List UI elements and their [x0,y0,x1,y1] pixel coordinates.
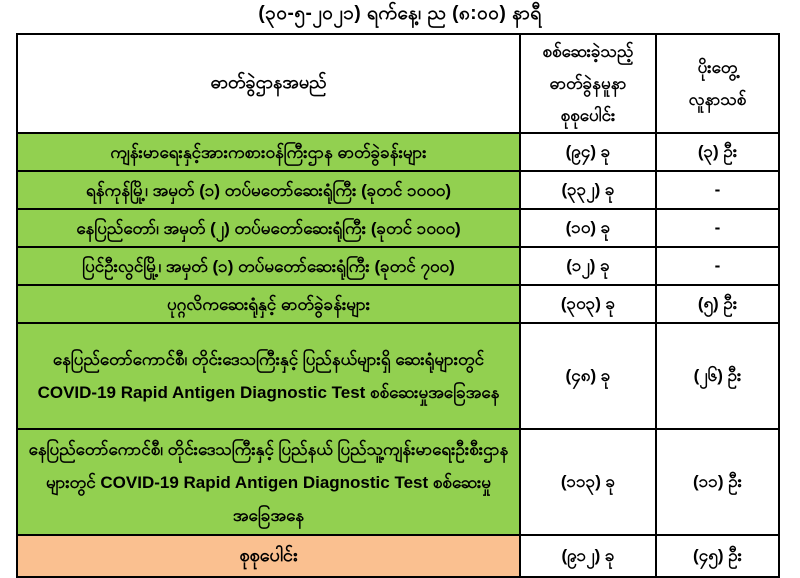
positives-column-header [656,34,779,133]
positives-cell: (၅) ဦး [656,285,779,323]
table-row [17,285,779,323]
lab-name-column-header: ဓာတ်ခွဲဌာနအမည် [17,34,520,133]
total-positives-cell: (၄၅) ဦး [656,535,779,577]
positives-cell: (၂၆) ဦး [656,323,779,429]
positives-header-line-1: ပိုးတွေ့ [697,57,738,77]
positives-cell: - [656,171,779,209]
samples-cell: (၄၈) ခု [520,323,656,429]
samples-column-header [520,34,656,133]
table-row [17,247,779,285]
table-row [17,323,779,429]
lab-name-cell: နေပြည်တော်ကောင်စီ၊ တိုင်းဒေသကြီးနှင့် ပြည်နယ် ပြည်သူ့ကျန်းမာရေးဦးစီးဌာနများတွင် COVID-19 Rapid Antigen Diagnostic Test စစ်ဆေးမှုအခြေအနေ [17,429,520,535]
lab-name-cell: ကျန်းမာရေးနှင့်အားကစားဝန်ကြီးဌာန ဓာတ်ခွဲခန်းများ [17,133,520,171]
positives-cell: - [656,209,779,247]
table-row [17,429,779,535]
samples-cell: (၁၀) ခု [520,209,656,247]
samples-header-line-1: စစ်ဆေးခဲ့သည့် [542,41,634,61]
lab-name-cell: ပြင်ဦးလွင်မြို့၊ အမှတ် (၁) တပ်မတော်ဆေးရုံကြီး (ခုတင် ၇၀၀) [17,247,520,285]
lab-name-cell: နေပြည်တော်၊ အမှတ် (၂) တပ်မတော်ဆေးရုံကြီး (ခုတင် ၁၀၀၀) [17,209,520,247]
page-title: (၃၀-၅-၂၀၂၁) ရက်နေ့၊ ည (၈:၀၀) နာရီ [258,3,542,24]
samples-cell: (၉၄) ခု [520,133,656,171]
table-header-row [17,34,779,133]
table-row [17,171,779,209]
positives-header-line-2: လူနာသစ် [688,89,747,109]
lab-results-table [16,33,780,578]
table-row [17,209,779,247]
samples-cell: (၁၂) ခု [520,247,656,285]
positives-cell: (၁၁) ဦး [656,429,779,535]
total-row [17,535,779,577]
lab-name-cell: ပုဂ္ဂလိကဆေးရုံနှင့် ဓာတ်ခွဲခန်းများ [17,285,520,323]
total-samples-cell: (၉၁၂) ခု [520,535,656,577]
positives-cell: - [656,247,779,285]
table-row [17,133,779,171]
samples-header-line-3: စုစုပေါင်း [560,105,616,125]
samples-cell: (၃၀၃) ခု [520,285,656,323]
lab-name-cell: နေပြည်တော်ကောင်စီ၊ တိုင်းဒေသကြီးနှင့် ပြည်နယ်များရှိ ဆေးရုံများတွင် COVID-19 Rapid Antigen Diagnostic Test စစ်ဆေးမှုအခြေအနေ [17,323,520,429]
positives-cell: (၃) ဦး [656,133,779,171]
total-label-cell: စုစုပေါင်း [17,535,520,577]
samples-cell: (၃၃၂) ခု [520,171,656,209]
samples-cell: (၁၁၃) ခု [520,429,656,535]
samples-header-line-2: ဓာတ်ခွဲနမူနာ [549,73,627,93]
lab-name-cell: ရန်ကုန်မြို့၊ အမှတ် (၁) တပ်မတော်ဆေးရုံကြီး (ခုတင် ၁၀၀၀) [17,171,520,209]
